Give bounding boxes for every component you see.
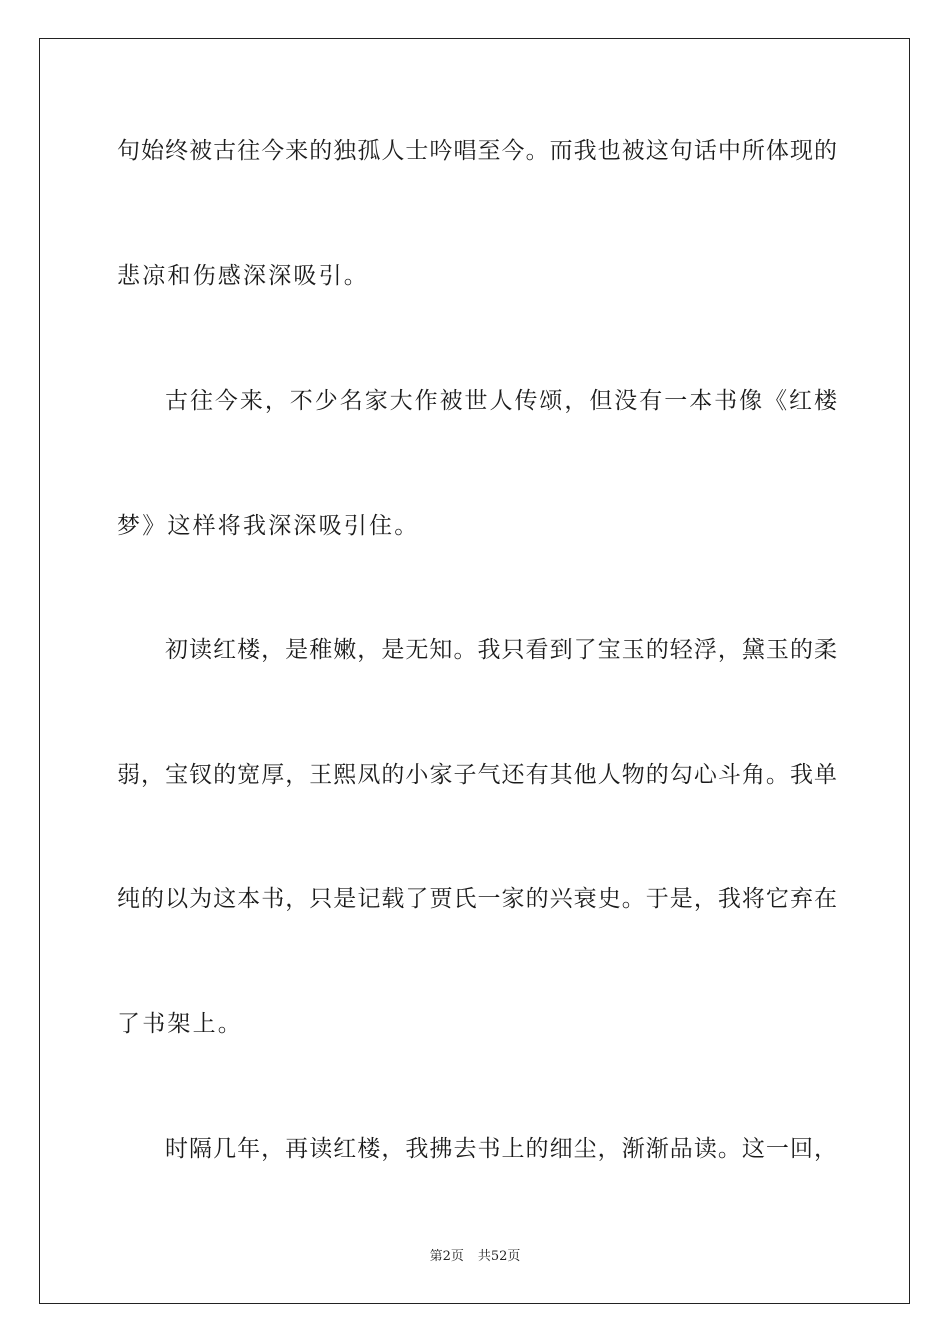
text-line-6: 弱，宝钗的宽厚，王熙凤的小家子气还有其他人物的勾心斗角。我单 [117, 762, 837, 788]
page-border [39, 38, 910, 1304]
text-line-1: 句始终被古往今来的独孤人士吟唱至今。而我也被这句话中所体现的 [117, 138, 837, 164]
text-line-7: 纯的以为这本书，只是记载了贾氏一家的兴衰史。于是，我将它弃在 [117, 886, 837, 912]
text-line-8: 了书架上。 [117, 1011, 243, 1037]
page-footer [0, 1248, 950, 1266]
text-line-4: 梦》这样将我深深吸引住。 [117, 513, 420, 539]
text-line-5: 初读红楼，是稚嫩，是无知。我只看到了宝玉的轻浮，黛玉的柔 [165, 637, 837, 663]
page-number: 第2页 [429, 1249, 464, 1264]
text-line-3: 古往今来，不少名家大作被世人传颂，但没有一本书像《红楼 [165, 388, 837, 414]
page-total: 共52页 [477, 1249, 521, 1264]
text-line-9: 时隔几年，再读红楼，我拂去书上的细尘，渐渐品读。这一回， [165, 1136, 837, 1162]
text-line-2: 悲凉和伤感深深吸引。 [117, 263, 369, 289]
